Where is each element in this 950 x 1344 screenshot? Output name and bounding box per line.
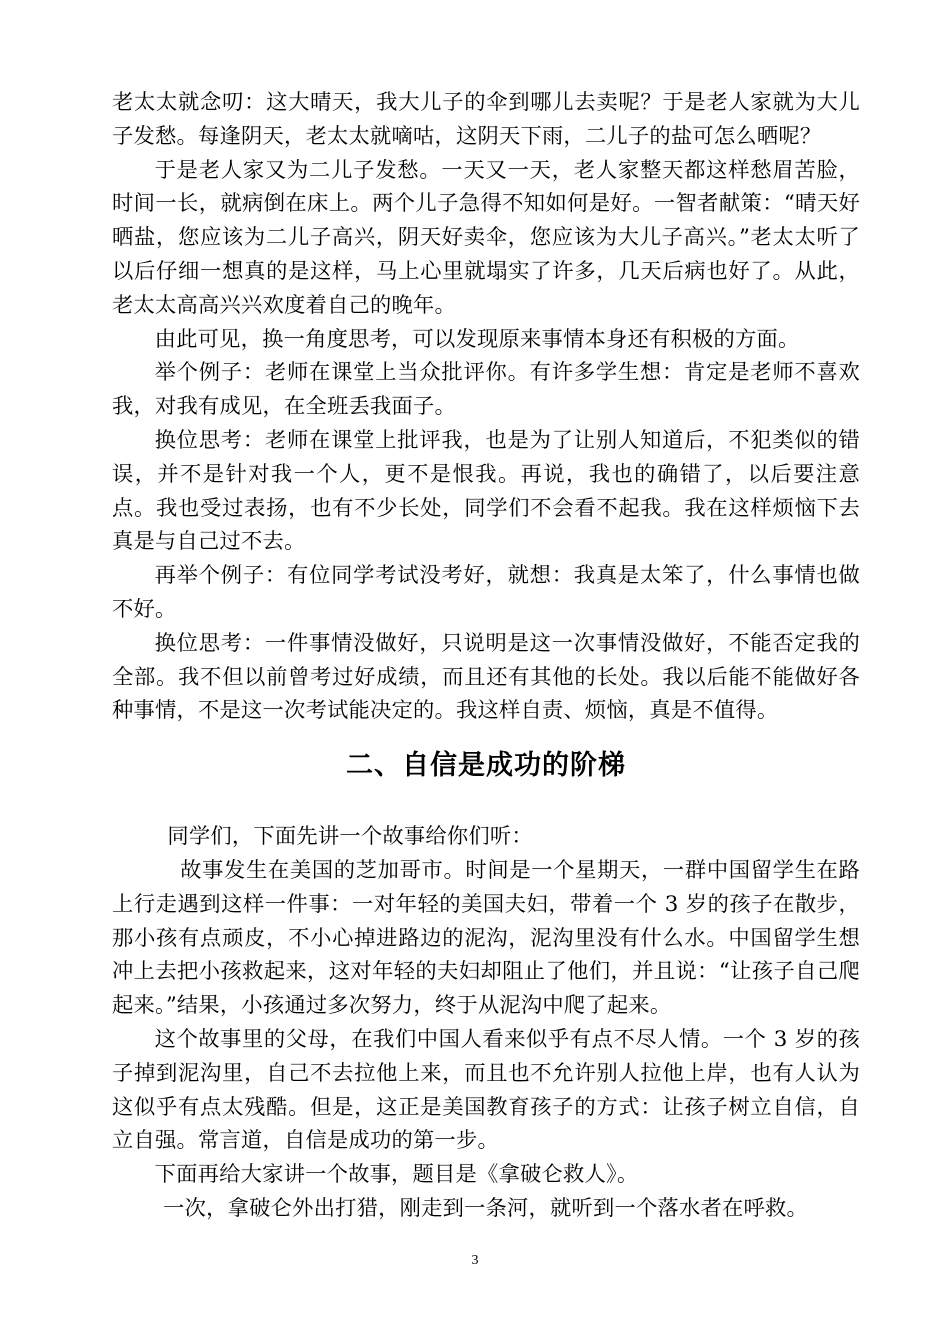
paragraph-9: 故事发生在美国的芝加哥市。时间是一个星期天，一群中国留学生在路上行走遇到这样一件事：一对年轻的美国夫妇，带着一个 3 岁的孩子在散步，那小孩有点顽皮，不小心掉进路边的泥沟，泥沟里没有什么水。中国留学生想冲上去把小孩救起来，这对年轻的夫妇却阻止了他们，并且说：“让孩子自己爬起来。”结果，小孩通过多次努力，终于从泥沟中爬了起来。 <box>112 857 860 1019</box>
paragraph-4: 举个例子：老师在课堂上当众批评你。有许多学生想：肯定是老师不喜欢我，对我有成见，在全班丢我面子。 <box>112 360 860 420</box>
paragraph-1: 老太太就念叨：这大晴天，我大儿子的伞到哪儿去卖呢？于是老人家就为大儿子发愁。每逢阴天，老太太就嘀咕，这阴天下雨，二儿子的盐可怎么晒呢？ <box>112 90 860 149</box>
paragraph-2: 于是老人家又为二儿子发愁。一天又一天，老人家整天都这样愁眉苦脸，时间一长，就病倒在床上。两个儿子急得不知如何是好。一智者献策：“晴天好晒盐，您应该为二儿子高兴，阴天好卖伞，您应该为大儿子高兴。”老太太听了以后仔细一想真的是这样，马上心里就塌实了许多，几天后病也好了。从此，老太太高高兴兴欢度着自己的晚年。 <box>112 157 860 318</box>
paragraph-10: 这个故事里的父母，在我们中国人看来似乎有点不尽人情。一个 3 岁的孩子掉到泥沟里，自己不去拉他上来，而且也不允许别人拉他上岸，也有人认为这似乎有点太残酷。但是，这正是美国教育孩子的方式：让孩子树立自信，自立自强。常言道，自信是成功的第一步。 <box>112 1026 860 1154</box>
paragraph-8: 同学们，下面先讲一个故事给你们听： <box>167 824 533 850</box>
paragraph-5: 换位思考：老师在课堂上批评我，也是为了让别人知道后，不犯类似的错误，并不是针对我一个人，更不是恨我。再说，我也的确错了，以后要注意点。我也受过表扬，也有不少长处，同学们不会看不起我。我在这样烦恼下去真是与自己过不去。 <box>112 427 860 555</box>
paragraph-7: 换位思考：一件事情没做好，只说明是这一次事情没做好，不能否定我的全部。我不但以前曾考过好成绩，而且还有其他的长处。我以后能不能做好各种事情，不是这一次考试能决定的。我这样自责、烦恼，真是不值得。 <box>112 630 860 724</box>
paragraph-3: 由此可见，换一角度思考，可以发现原来事情本身还有积极的方面。 <box>154 326 800 352</box>
paragraph-6: 再举个例子：有位同学考试没考好，就想：我真是太笨了，什么事情也做不好。 <box>112 563 860 622</box>
page-number: 3 <box>471 1253 479 1268</box>
section-heading: 二、自信是成功的阶梯 <box>346 750 626 782</box>
paragraph-12: 一次，拿破仑外出打猎，刚走到一条河，就听到一个落水者在呼救。 <box>163 1195 809 1221</box>
paragraph-11: 下面再给大家讲一个故事，题目是《拿破仑救人》。 <box>154 1162 639 1188</box>
document-page <box>112 86 860 1226</box>
